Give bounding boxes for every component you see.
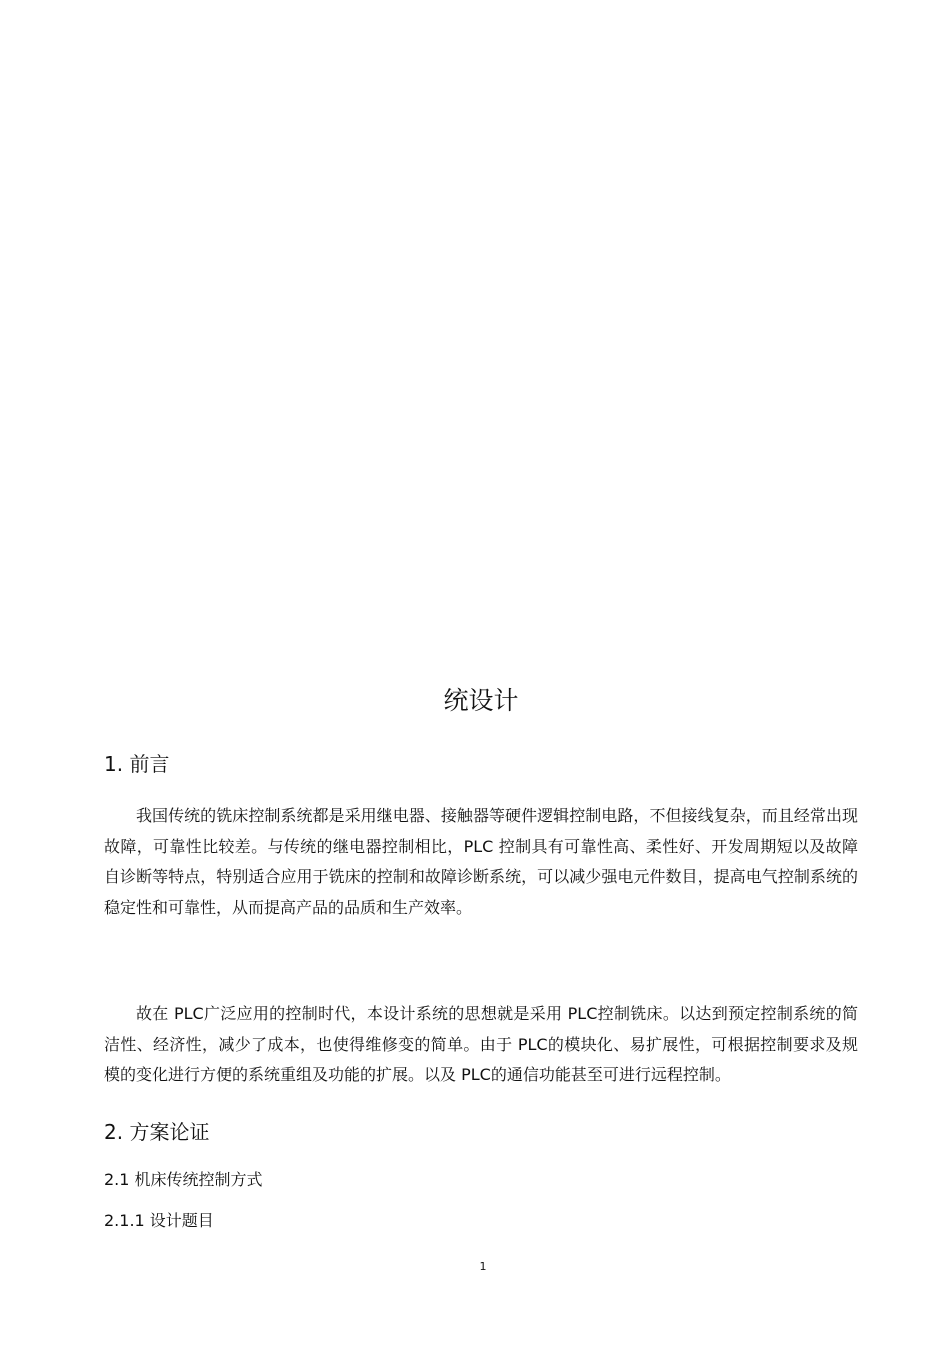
- section-heading-preface: 1. 前言: [104, 752, 170, 776]
- subsubsection-heading-design-topic: 2.1.1 设计题目: [104, 1211, 214, 1230]
- document-title: 统设计: [443, 686, 519, 715]
- section-heading-scheme: 2. 方案论证: [104, 1120, 210, 1144]
- paragraph-preface-2: 故在 PLC广泛应用的控制时代，本设计系统的思想就是采用 PLC控制铣床。以达到预定控制系统的简洁性、经济性，减少了成本，也使得维修变的简单。由于 PLC的模块化、易扩展性，可根据控制要求及规模的变化进行方便的系统重组及功能的扩展。以及 PLC的通信功能甚至可进行远程控制。: [104, 1004, 858, 1084]
- subsection-heading-control-method: 2.1 机床传统控制方式: [104, 1170, 263, 1189]
- paragraph-preface-1: 我国传统的铣床控制系统都是采用继电器、接触器等硬件逻辑控制电路，不但接线复杂，而且经常出现故障，可靠性比较差。与传统的继电器控制相比，PLC 控制具有可靠性高、柔性好、开发周期短以及故障自诊断等特点，特别适合应用于铣床的控制和故障诊断系统，可以减少强电元件数目，提高电气控制系统的稳定性和可靠性，从而提高产品的品质和生产效率。: [104, 806, 858, 917]
- page-number: 1: [479, 1260, 487, 1273]
